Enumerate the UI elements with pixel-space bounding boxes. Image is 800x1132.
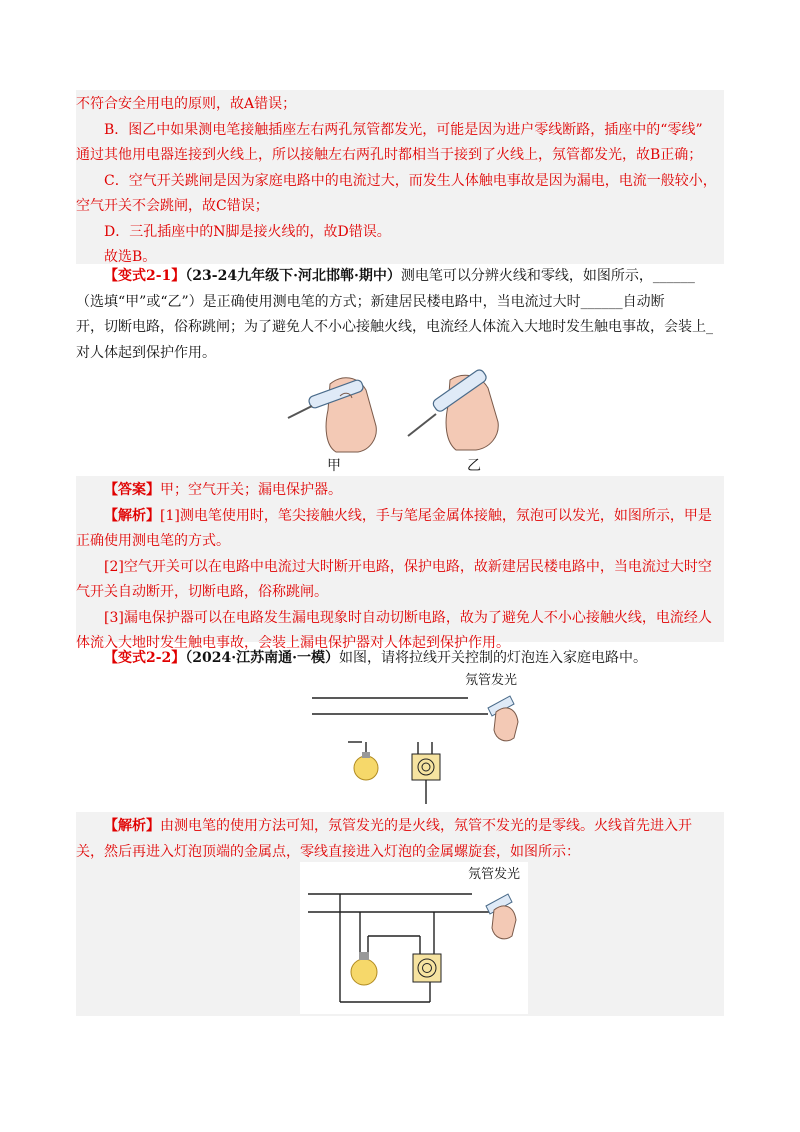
question-source: （2024·江苏南通·一模）	[185, 650, 340, 666]
hand-jia-illustration	[288, 378, 376, 452]
fig-label: 氖管发光	[468, 867, 521, 882]
circuit-answer-figure	[300, 862, 528, 1014]
explanation-block-1	[76, 90, 724, 264]
analysis-text: [1]测电笔使用时，笔尖接触火线，手与笔尾金属体接触，氖泡可以发光，如图所示，甲是	[160, 507, 712, 524]
analysis-text: 体流入大地时发生触电事故，会装上漏电保护器对人体起到保护作用。	[76, 635, 510, 651]
question-source: （23-24九年级下·河北邯郸·期中）	[185, 268, 401, 284]
analysis-text: 气开关自动断开，切断电路，俗称跳闸。	[76, 584, 328, 600]
test-pen-figure	[280, 366, 520, 476]
analysis-tag: 【解析】	[104, 818, 160, 834]
explanation-line: 空气开关不会跳闸，故C错误；	[76, 198, 269, 214]
analysis-text: [3]漏电保护器可以在电路发生漏电现象时自动切断电路，故为了避免人不小心接触火线，电流经人	[104, 609, 712, 626]
question-text: 如图，请将拉线开关控制的灯泡连入家庭电路中。	[339, 650, 648, 666]
hand-yi-illustration	[408, 368, 498, 450]
explanation-line: 通过其他用电器连接到火线上，所以接触左右两孔时都相当于接到了火线上，氖管都发光，故B正确；	[76, 147, 703, 163]
answer-tag: 【答案】	[104, 482, 160, 498]
analysis-tag: 【解析】	[104, 507, 160, 524]
answer-text: 甲；空气开关；漏电保护器。	[160, 482, 342, 498]
question-tag: 【变式2-1】	[104, 268, 186, 284]
question-tag: 【变式2-2】	[104, 650, 186, 666]
question-text: （选填“甲”或“乙”）是正确使用测电笔的方式；新建居民楼电路中，当电流过大时______自动断	[76, 293, 665, 310]
question-text: 测电笔可以分辨火线和零线，如图所示，______	[400, 268, 695, 284]
explanation-line: B．图乙中如果测电笔接触插座左右两孔氖管都发光，可能是因为进户零线断路，插座中的“零线”	[104, 121, 703, 138]
circuit-question-figure	[300, 668, 530, 808]
explanation-line: 不符合安全用电的原则，故A错误；	[76, 96, 297, 112]
analysis-text: 正确使用测电笔的方式。	[76, 533, 230, 549]
analysis-text: 由测电笔的使用方法可知，氖管发光的是火线，氖管不发光的是零线。火线首先进入开	[160, 818, 692, 834]
explanation-line: D．三孔插座中的N脚是接火线的，故D错误。	[104, 223, 391, 240]
question-text: 对人体起到保护作用。	[76, 344, 216, 361]
answer-block-2-1	[76, 476, 724, 651]
figure-label-yi: 乙	[467, 458, 481, 474]
analysis-text: 关，然后再进入灯泡顶端的金属点，零线直接进入灯泡的金属螺旋套，如图所示：	[76, 843, 580, 860]
explanation-line: 故选B。	[104, 249, 157, 265]
analysis-text: [2]空气开关可以在电路中电流过大时断开电路，保护电路，故新建居民楼电路中，当电流过大时空	[104, 558, 712, 575]
fig-label: 氖管发光	[465, 673, 518, 688]
question-text: 开，切断电路，俗称跳闸；为了避免人不小心接触火线，电流经人体流入大地时发生触电事故，会装上_	[76, 319, 713, 335]
question-2-1	[76, 264, 724, 366]
figure-label-jia: 甲	[327, 458, 341, 474]
explanation-line: C．空气开关跳闸是因为家庭电路中的电流过大，而发生人体触电事故是因为漏电，电流一般较小，	[104, 172, 717, 189]
